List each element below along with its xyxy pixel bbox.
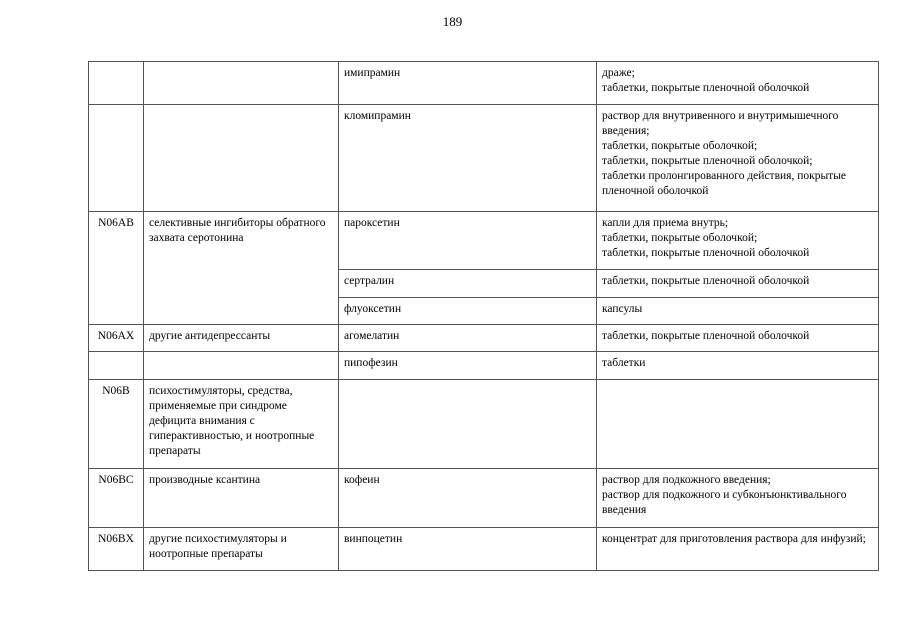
atc-code-cell: N06BC (89, 469, 144, 528)
group-cell: другие психостимуляторы и ноотропные препараты (144, 528, 339, 571)
dosage-forms-cell: концентрат для приготовления раствора для инфузий; (597, 528, 879, 571)
atc-code-cell: N06B (89, 380, 144, 469)
atc-code-cell: N06AX (89, 325, 144, 352)
group-cell (144, 62, 339, 105)
drug-name-cell: пипофезин (339, 352, 597, 380)
dosage-forms-cell: таблетки, покрытые пленочной оболочкой (597, 270, 879, 298)
table-row (89, 528, 879, 571)
dosage-forms-cell: капли для приема внутрь; таблетки, покрытые оболочкой; таблетки, покрытые пленочной оболочкой (597, 212, 879, 270)
drug-name-cell: агомелатин (339, 325, 597, 352)
atc-code-cell (89, 352, 144, 380)
dosage-forms-cell (597, 380, 879, 469)
table-row (89, 352, 879, 380)
drug-name-cell: пароксетин (339, 212, 597, 270)
drug-name-cell: кломипрамин (339, 105, 597, 212)
drug-name-cell (339, 380, 597, 469)
group-cell: селективные ингибиторы обратного захвата серотонина (144, 212, 339, 325)
atc-code-cell: N06BX (89, 528, 144, 571)
drug-name-cell: винпоцетин (339, 528, 597, 571)
drug-name-cell: флуоксетин (339, 298, 597, 325)
dosage-forms-cell: драже; таблетки, покрытые пленочной оболочкой (597, 62, 879, 105)
atc-code-cell (89, 105, 144, 212)
dosage-forms-cell: таблетки, покрытые пленочной оболочкой (597, 325, 879, 352)
table-row (89, 380, 879, 469)
drug-name-cell: сертралин (339, 270, 597, 298)
drug-name-cell: кофеин (339, 469, 597, 528)
table-row (89, 469, 879, 528)
drug-name-cell: имипрамин (339, 62, 597, 105)
drug-table (88, 61, 879, 571)
dosage-forms-cell: капсулы (597, 298, 879, 325)
group-cell (144, 105, 339, 212)
atc-code-cell (89, 62, 144, 105)
atc-code-cell: N06AB (89, 212, 144, 325)
dosage-forms-cell: таблетки (597, 352, 879, 380)
group-cell: производные ксантина (144, 469, 339, 528)
dosage-forms-cell: раствор для внутривенного и внутримышечного введения; таблетки, покрытые оболочкой; таблетки, покрытые пленочной оболочкой; таблетки пролонгированного действия, покрытые пленочной оболочкой (597, 105, 879, 212)
group-cell: психостимуляторы, средства, применяемые при синдроме дефицита внимания с гиперактивностью, и ноотропные препараты (144, 380, 339, 469)
group-cell: другие антидепрессанты (144, 325, 339, 352)
table-row (89, 62, 879, 105)
table-row (89, 105, 879, 212)
group-cell (144, 352, 339, 380)
page-number: 189 (442, 14, 463, 29)
table-row (89, 325, 879, 352)
table-row (89, 212, 879, 270)
dosage-forms-cell: раствор для подкожного введения; раствор для подкожного и субконъюнктивального введения (597, 469, 879, 528)
